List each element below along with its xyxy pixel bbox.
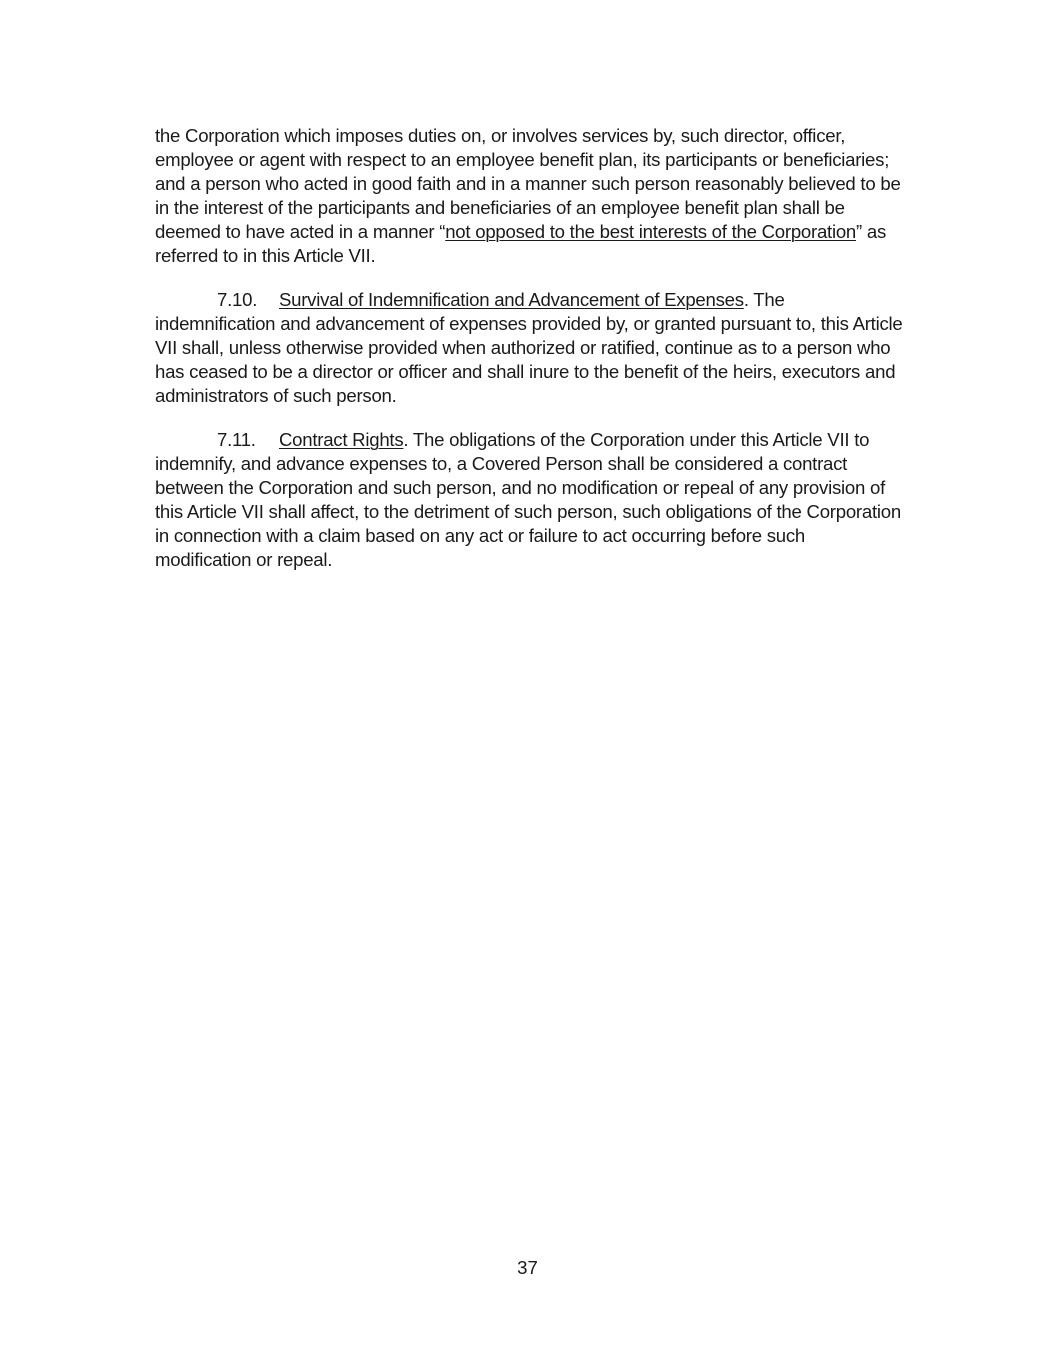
paragraph-text-end: ” as referred to in this Article VII.	[155, 221, 887, 266]
paragraph-continuation	[155, 124, 905, 268]
paragraph-text: the Corporation which imposes duties on, or involves services by, such director, officer, employee or agent with respect to an employee benefit plan, its participants or beneficiaries; and a person who acted in good faith and in a manner such person reasonably believed to be in the interest of the participants and beneficiaries of an employee benefit plan shall be deemed to have acted in a manner “	[155, 125, 901, 242]
section-number: 7.10.	[217, 289, 258, 310]
section-heading: Contract Rights	[279, 429, 404, 450]
underlined-phrase: not opposed to the best interests of the Corporation	[445, 221, 857, 242]
section-7-10	[155, 288, 905, 408]
section-body: . The indemnification and advancement of expenses provided by, or granted pursuant to, this Article VII shall, unless otherwise provided when authorized or ratified, continue as to a person who has ceased to be a director or officer and shall inure to the benefit of the heirs, executors and administrators of such person.	[155, 289, 903, 406]
document-body	[155, 124, 905, 592]
section-heading: Survival of Indemnification and Advancement of Expenses	[279, 289, 744, 310]
section-number: 7.11.	[217, 429, 256, 450]
section-7-11	[155, 428, 905, 572]
section-body: . The obligations of the Corporation under this Article VII to indemnify, and advance expenses to, a Covered Person shall be considered a contract between the Corporation and such person, and no modification or repeal of any provision of this Article VII shall affect, to the detriment of such person, such obligations of the Corporation in connection with a claim based on any act or failure to act occurring before such modification or repeal.	[155, 429, 901, 570]
page-number: 37	[517, 1257, 538, 1278]
